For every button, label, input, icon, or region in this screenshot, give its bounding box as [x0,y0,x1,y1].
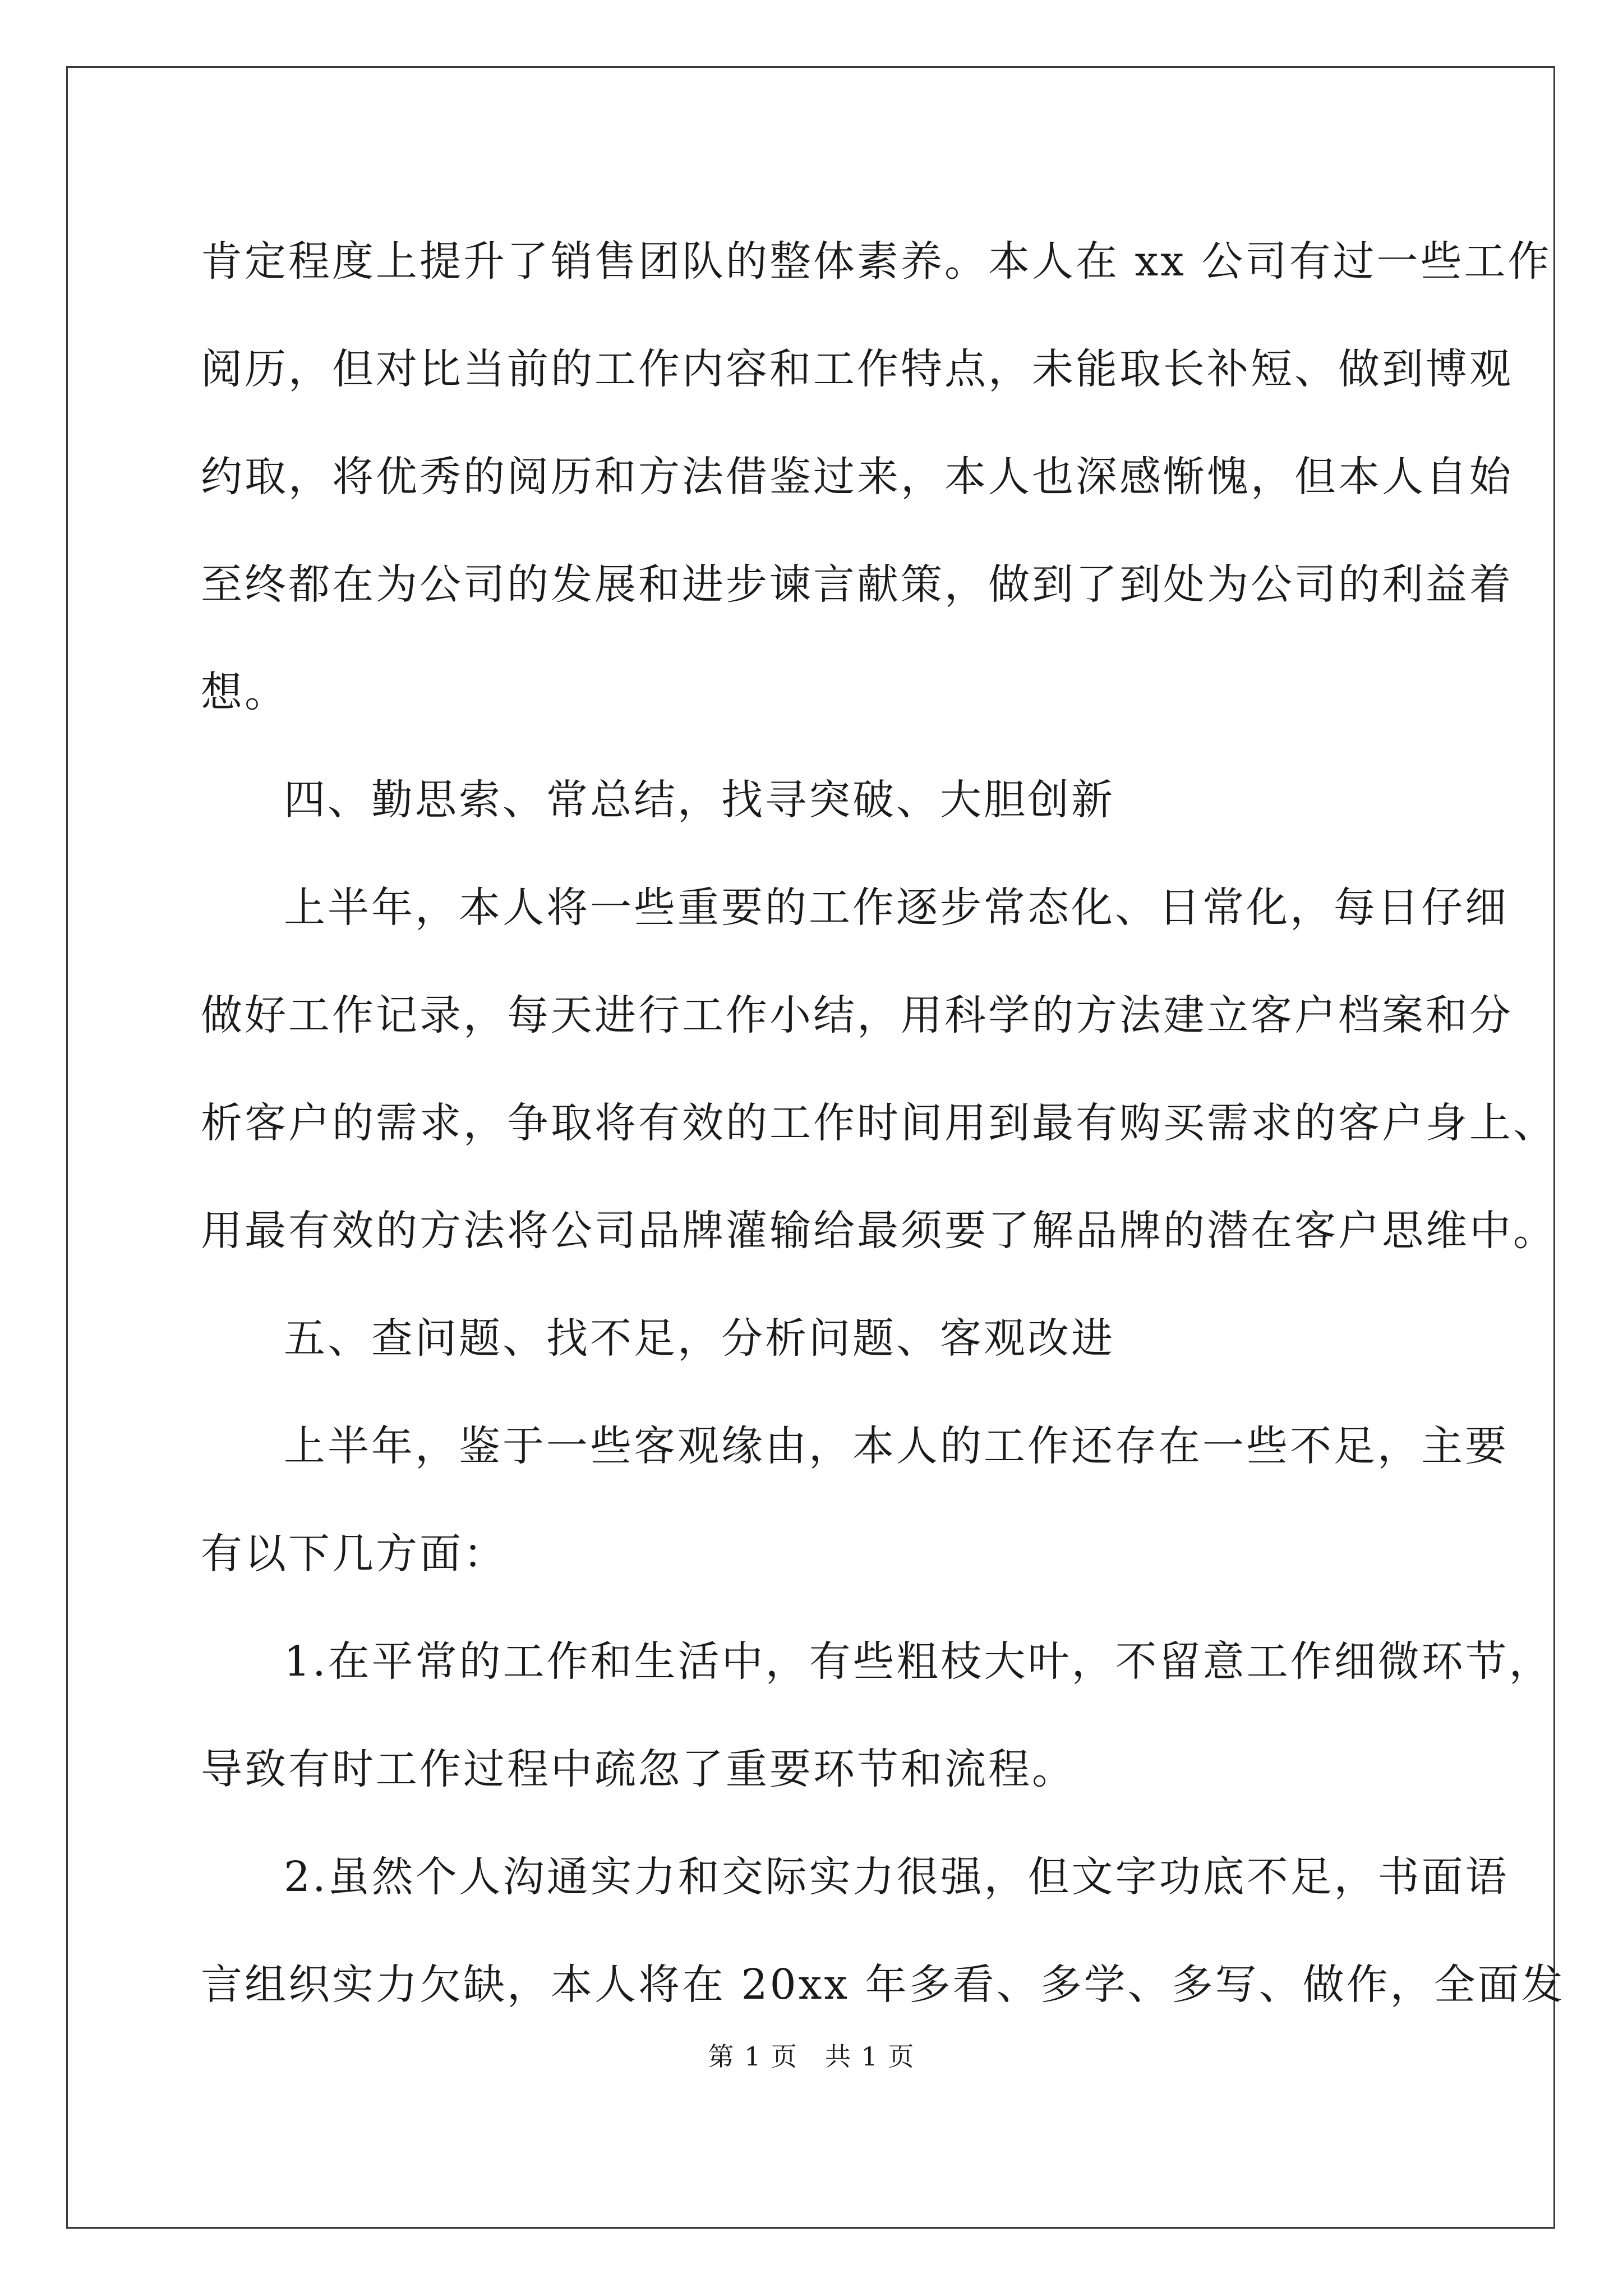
text-line: 上半年，鉴于一些客观缘由，本人的工作还存在一些不足，主要 [284,1422,1509,1470]
section-heading: 四、勤思索、常总结，找寻突破、大胆创新 [284,776,1115,824]
text-line: 导致有时工作过程中疏忽了重要环节和流程。 [201,1745,1076,1793]
text-line: 阅历，但对比当前的工作内容和工作特点，未能取长补短、做到博观 [201,345,1513,393]
page-number-footer: 第 1 页 共 1 页 [708,2041,915,2072]
text-line: 约取，将优秀的阅历和方法借鉴过来，本人也深感惭愧，但本人自始 [201,453,1513,501]
text-line: 言组织实力欠缺，本人将在 20xx 年多看、多学、多写、做作，全面发 [201,1961,1565,2009]
list-item: 1.在平常的工作和生活中，有些粗枝大叶，不留意工作细微环节， [284,1637,1553,1686]
list-item: 2.虽然个人沟通实力和交际实力很强，但文字功底不足，书面语 [284,1853,1509,1901]
document-body [201,208,1565,2039]
text-line: 上半年，本人将一些重要的工作逐步常态化、日常化，每日仔细 [284,884,1509,932]
text-line: 做好工作记录，每天进行工作小结，用科学的方法建立客户档案和分 [201,991,1513,1039]
text-line: 用最有效的方法将公司品牌灌输给最须要了解品牌的潜在客户思维中。 [201,1207,1557,1255]
text-line: 析客户的需求，争取将有效的工作时间用到最有购买需求的客户身上、 [201,1099,1557,1147]
text-line: 肯定程度上提升了销售团队的整体素养。本人在 xx 公司有过一些工作 [201,237,1552,286]
section-heading: 五、查问题、找不足，分析问题、客观改进 [284,1314,1115,1363]
text-line: 有以下几方面： [201,1530,507,1578]
text-line: 想。 [201,668,288,716]
text-line: 至终都在为公司的发展和进步谏言献策，做到了到处为公司的利益着 [201,560,1513,609]
